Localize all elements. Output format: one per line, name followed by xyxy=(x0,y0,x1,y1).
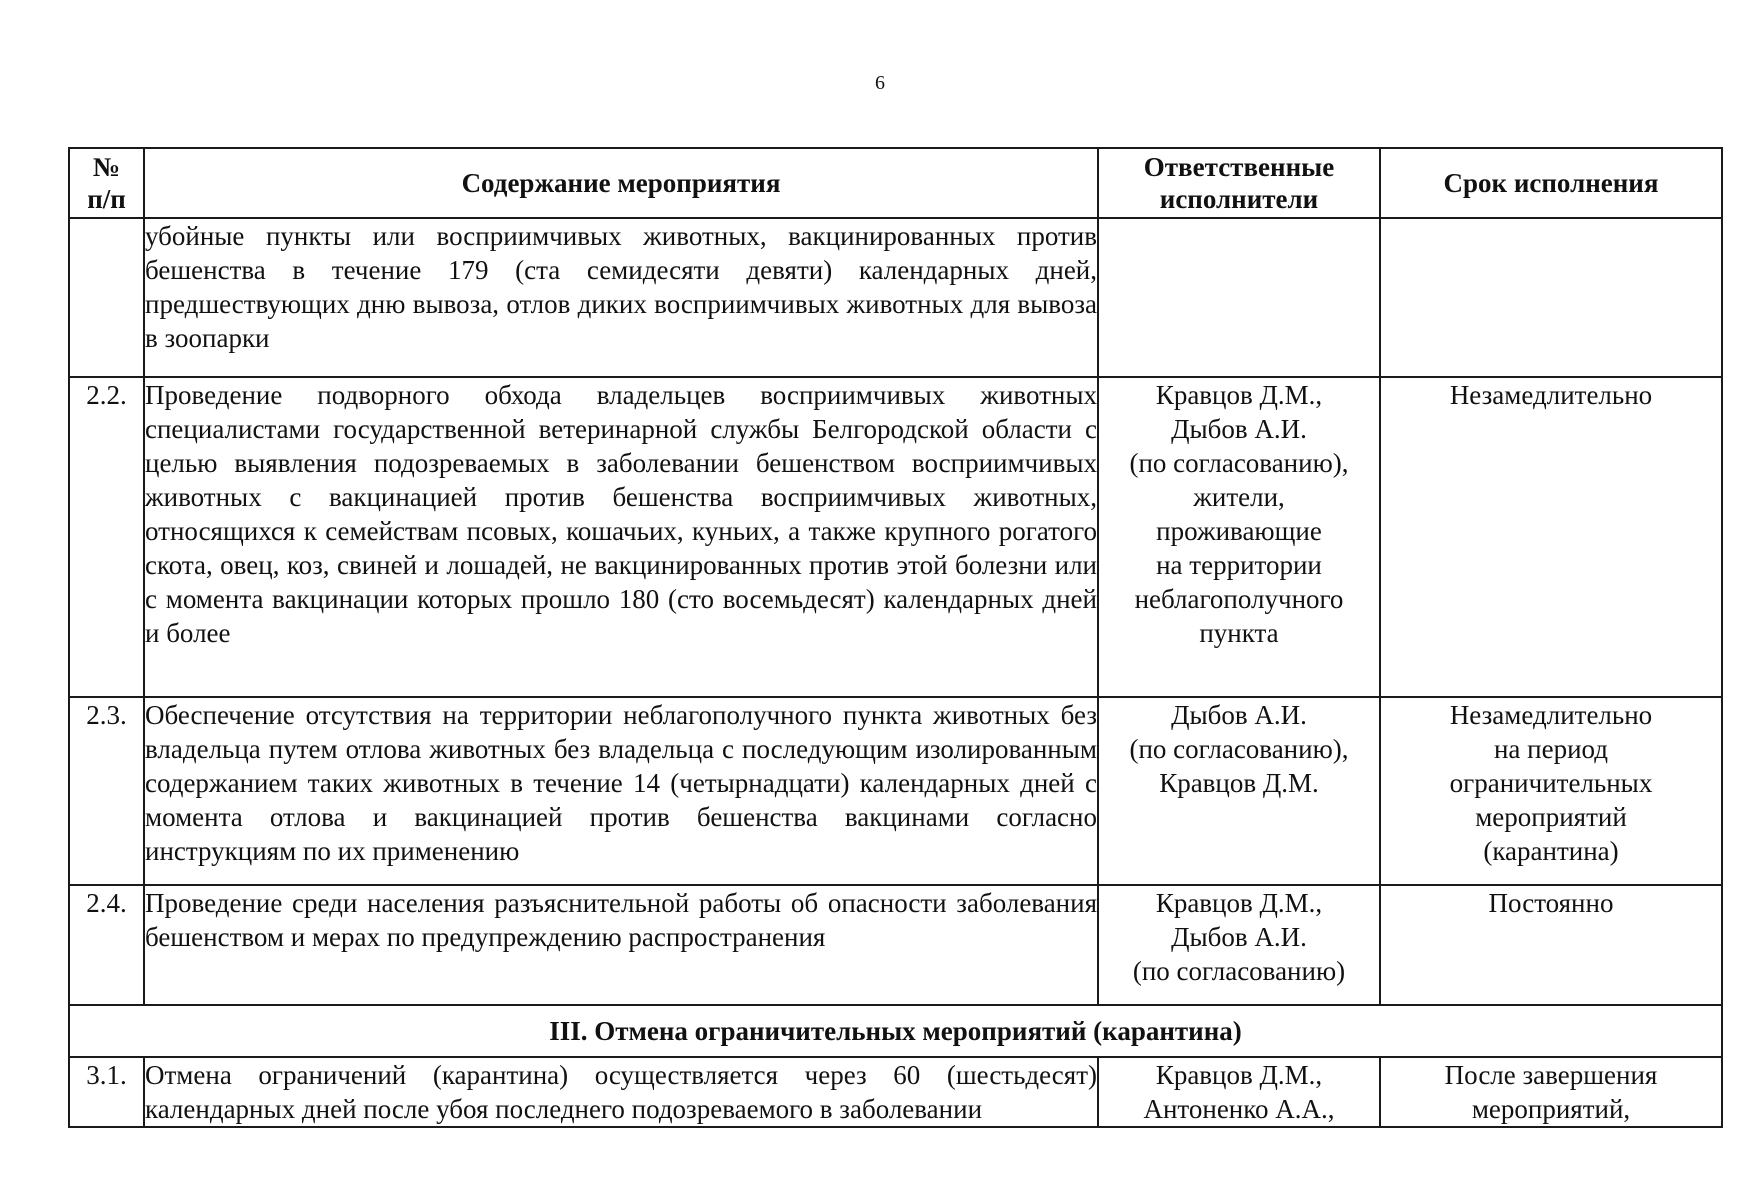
row-content-text: Отмена ограничений (карантина) осуществляется через 60 (шестьдесят) календарных дней после убоя последнего подозреваемого в заболевании xyxy=(145,1060,1097,1124)
header-content-label: Содержание мероприятия xyxy=(461,168,781,198)
table-row xyxy=(69,377,1722,697)
row-term xyxy=(1380,377,1722,697)
row-term xyxy=(1380,1057,1722,1127)
row-content xyxy=(144,377,1098,697)
row-number: 2.2. xyxy=(69,377,144,697)
header-responsible xyxy=(1098,148,1380,218)
table-row xyxy=(69,218,1722,377)
row-term-text: После завершения мероприятий, xyxy=(1444,1060,1658,1124)
header-responsible-label: Ответственные исполнители xyxy=(1143,152,1335,214)
row-responsible-text: Кравцов Д.М., Дыбов А.И. (по согласованию), жители, проживающие на территории неблагополучного пункта xyxy=(1129,380,1349,648)
row-term xyxy=(1380,697,1722,885)
row-content xyxy=(144,697,1098,885)
section-heading-row xyxy=(69,1005,1722,1057)
row-content-text: убойные пункты или восприимчивых животных, вакцинированных против бешенства в течение 179 (ста семидесяти девяти) календарных дней, предшествующих дню вывоза, отлов диких восприимчивых животных для вывоза в зоопарки xyxy=(145,221,1097,353)
header-term-label: Срок исполнения xyxy=(1443,168,1659,198)
row-content-text: Проведение среди населения разъяснительной работы об опасности заболевания бешенством и мерах по предупреждению распространения xyxy=(145,888,1097,952)
row-responsible-text: Кравцов Д.М., Дыбов А.И. (по согласованию) xyxy=(1132,888,1346,986)
row-responsible xyxy=(1098,697,1380,885)
table-row xyxy=(69,885,1722,1005)
header-number-label: № п/п xyxy=(87,152,126,214)
row-content xyxy=(144,885,1098,1005)
table-row xyxy=(69,1057,1722,1127)
measures-table xyxy=(68,147,1723,1128)
header-term xyxy=(1380,148,1722,218)
row-number: 3.1. xyxy=(69,1057,144,1127)
row-responsible xyxy=(1098,1057,1380,1127)
section-heading: III. Отмена ограничительных мероприятий (карантина) xyxy=(69,1005,1722,1057)
row-responsible xyxy=(1098,218,1380,377)
row-term-text: Незамедлительно на период ограничительных мероприятий (карантина) xyxy=(1449,700,1653,866)
row-responsible-text: Дыбов А.И. (по согласованию), Кравцов Д.М. xyxy=(1129,700,1349,798)
row-term xyxy=(1380,218,1722,377)
header-content xyxy=(144,148,1098,218)
row-content xyxy=(144,1057,1098,1127)
row-number: 2.3. xyxy=(69,697,144,885)
row-content xyxy=(144,218,1098,377)
row-responsible xyxy=(1098,377,1380,697)
row-term xyxy=(1380,885,1722,1005)
row-content-text: Проведение подворного обхода владельцев восприимчивых животных специалистами государственной ветеринарной службы Белгородской области с целью выявления подозреваемых в заболевании бешенством восприимчивых животных с вакцинацией против бешенства восприимчивых животных, относящихся к семействам псовых, кошачьих, куньих, а также крупного рогатого скота, овец, коз, свиней и лошадей, не вакцинированных против этой болезни или с момента вакцинации которых прошло 180 (сто восемьдесят) календарных дней и более xyxy=(145,380,1097,648)
row-responsible xyxy=(1098,885,1380,1005)
row-term-text: Незамедлительно xyxy=(1449,380,1653,410)
row-number xyxy=(69,218,144,377)
row-responsible-text: Кравцов Д.М., Антоненко А.А., xyxy=(1143,1060,1335,1124)
row-content-text: Обеспечение отсутствия на территории неблагополучного пункта животных без владельца путем отлова животных без владельца с последующим изолированным содержанием таких животных в течение 14 (четырнадцати) календарных дней с момента отлова и вакцинацией против бешенства вакцинами согласно инструкциям по их применению xyxy=(145,700,1097,866)
row-term-text: Постоянно xyxy=(1488,888,1614,918)
header-number xyxy=(69,148,144,218)
page-number: 6 xyxy=(875,72,885,94)
table-header-row xyxy=(69,148,1722,218)
row-number: 2.4. xyxy=(69,885,144,1005)
table-row xyxy=(69,697,1722,885)
